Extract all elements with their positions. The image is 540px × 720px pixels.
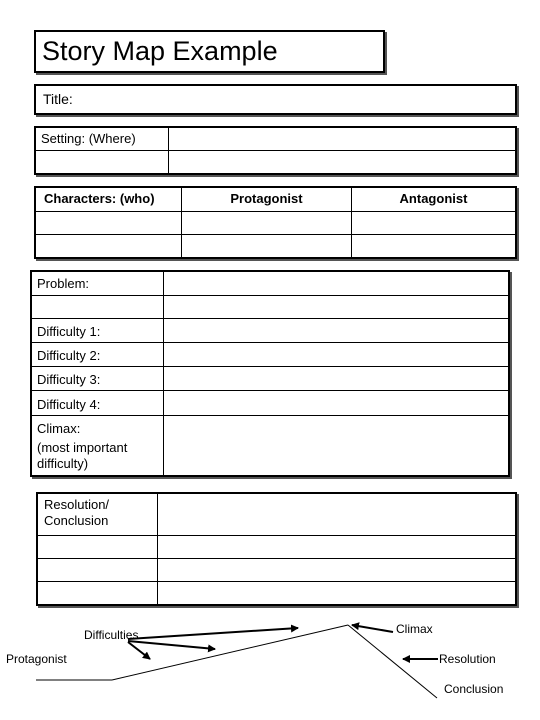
antagonist-header: Antagonist	[352, 188, 515, 212]
diagram-conclusion: Conclusion	[444, 682, 504, 696]
diagram-protagonist: Protagonist	[6, 652, 67, 666]
difficulty-4-label: Difficulty 4:	[32, 391, 164, 416]
page-title: Story Map Example	[34, 30, 385, 73]
difficulty-2-label: Difficulty 2:	[32, 343, 164, 367]
diagram-climax: Climax	[396, 622, 433, 636]
setting-label: Setting: (Where)	[36, 128, 169, 151]
arrow-difficulties-2	[128, 641, 215, 649]
problem-label: Problem:	[32, 272, 164, 296]
title-field[interactable]: Title:	[34, 84, 517, 115]
characters-label: Characters: (who)	[36, 188, 182, 212]
resolution-label: Resolution/ Conclusion	[38, 494, 158, 536]
arrow-difficulties-3	[128, 642, 150, 659]
difficulty-3-label: Difficulty 3:	[32, 367, 164, 391]
difficulty-1-label: Difficulty 1:	[32, 319, 164, 343]
climax-label-line1: Climax:	[37, 421, 81, 436]
diagram-resolution: Resolution	[439, 652, 496, 666]
arrow-difficulties-1	[128, 628, 298, 639]
protagonist-header: Protagonist	[182, 188, 352, 212]
climax-label-line2: (most important difficulty)	[37, 440, 128, 471]
diagram-difficulties: Difficulties	[84, 628, 139, 642]
arrow-climax	[352, 625, 393, 632]
